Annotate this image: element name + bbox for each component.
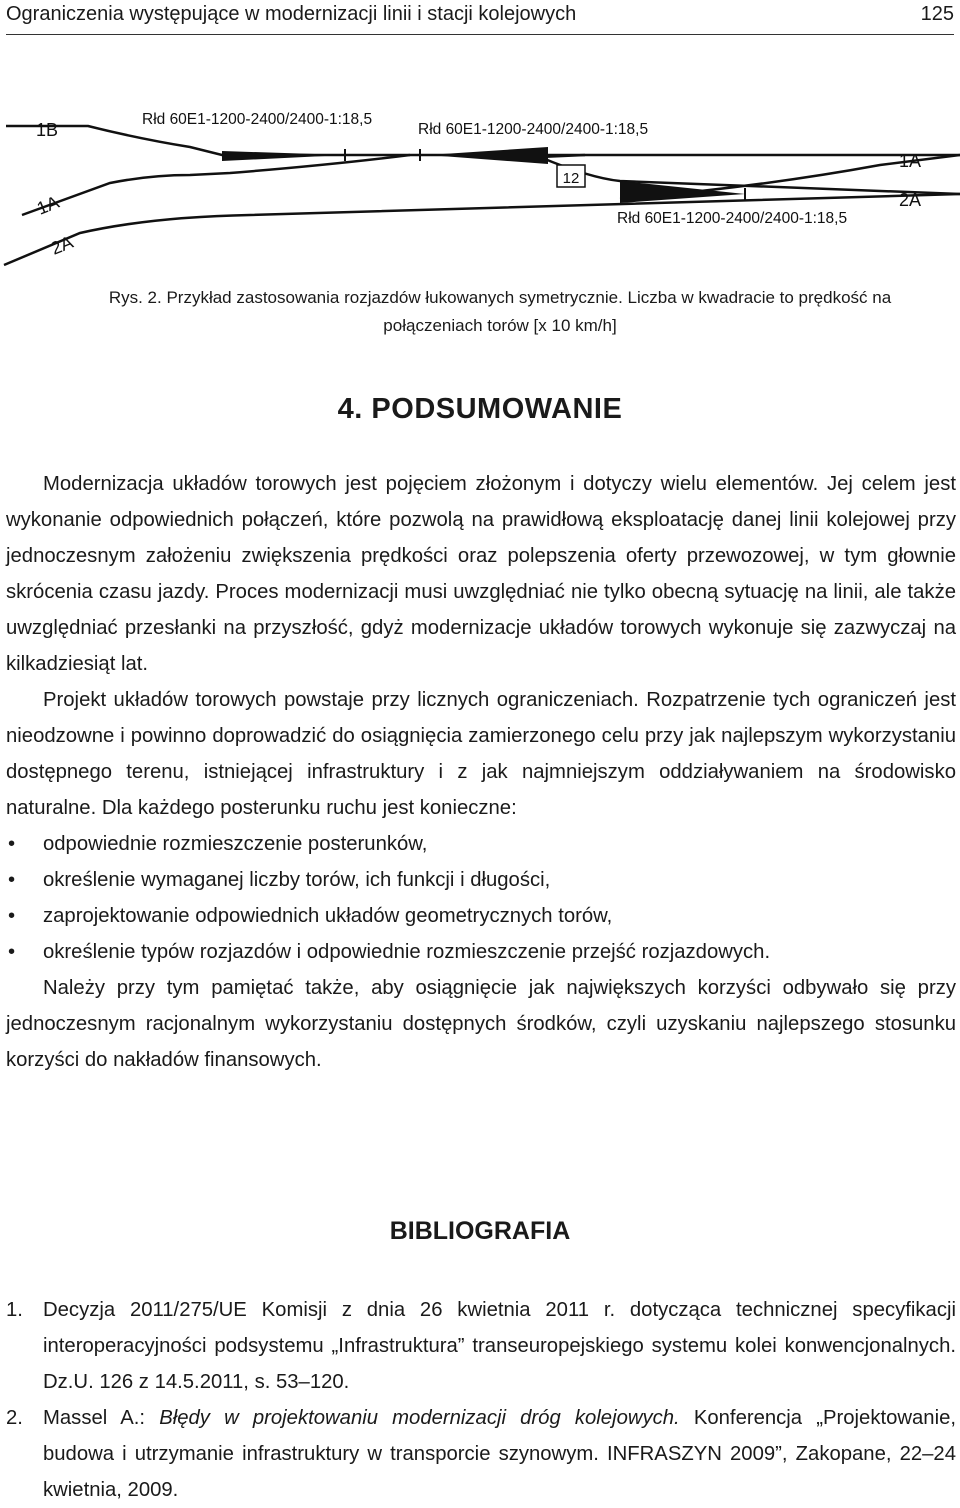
reference-text: Decyzja 2011/275/UE Komisji z dnia 26 kwietnia 2011 r. dotycząca technicznej specyfikacji interoperacyjności podsystemu „Infrastruktura” transeuropejskiego systemu kolei konwencjonalnych. Dz.U. 126 z 14.5.2011, s. 53–120. <box>43 1299 956 1393</box>
reference-item <box>6 1400 956 1508</box>
paragraph: Modernizacja układów torowych jest pojęciem złożonym i dotyczy wielu elementów. Jej celem jest wykonanie odpowiednich połączeń, które pozwolą na prawidłową eksploatację danej linii kolejowej przy jednoczesnym założeniu zwiększenia prędkości oraz polepszenia oferty przewozowej, w tym głownie skrócenia czasu jazdy. Proces modernizacji musi uwzględniać nie tylko obecną sytuację na linii, ale także uwzględniać przesłanki na przyszłość, gdyż modernizacje układów torowych wykonuje się zazwyczaj na kilkadziesiąt lat. <box>6 473 956 675</box>
speed-label: 12 <box>562 170 580 187</box>
track-1a-left <box>22 155 410 215</box>
reference-number: 1. <box>6 1299 23 1321</box>
track-diagram <box>0 95 960 275</box>
track-label-1a-left: 1A <box>34 191 62 219</box>
header-title: Ograniczenia występujące w modernizacji linii i stacji kolejowych <box>6 3 577 25</box>
track-label-2a-left: 2A <box>48 231 76 259</box>
running-header <box>6 0 954 35</box>
closing-paragraph: Należy przy tym pamiętać także, aby osiągnięcie jak największych korzyści odbywało się przy jednoczesnym racjonalnym wykorzystaniu dostępnych środków, czyli uzyskaniu najlepszego stosunku korzyści do nakładów finansowych. <box>6 977 956 1071</box>
switch-2-shape <box>428 147 548 164</box>
list-item-text: określenie wymaganej liczby torów, ich funkcji i długości, <box>43 869 551 891</box>
reference-item <box>6 1292 956 1400</box>
list-item-text: określenie typów rozjazdów i odpowiednie rozmieszczenie przejść rozjazdowych. <box>43 941 771 963</box>
list-item: • określenie typów rozjazdów i odpowiednie rozmieszczenie przejść rozjazdowych. <box>8 941 771 963</box>
reference-author: Massel A.: <box>43 1407 160 1429</box>
reference-rest: Konferencja „Projektowanie, budowa i utrzymanie infrastruktury w transporcie szynowym. INFRASZYN 2009”, Zakopane, 22–24 kwietnia, 2009. <box>43 1407 957 1501</box>
caption-line-2: połączeniach torów [x 10 km/h] <box>383 316 617 335</box>
bibliography-heading: BIBLIOGRAFIA <box>389 1217 571 1245</box>
list-item-text: odpowiednie rozmieszczenie posterunków, <box>43 833 428 855</box>
bibliography-list <box>6 1292 956 1508</box>
section-body <box>6 466 956 1078</box>
paragraph: Projekt układów torowych powstaje przy licznych ograniczeniach. Rozpatrzenie tych ograniczeń jest nieodzowne i powinno doprowadzić do osiągnięcia zamierzonego celu przy jak najlepszym wykorzystaniu dostępnego terenu, istniejącej infrastruktury i z jak najmniejszym oddziaływaniem na środowisko naturalne. Dla każdego posterunku ruchu jest konieczne: <box>6 689 956 819</box>
caption-line-1: Rys. 2. Przykład zastosowania rozjazdów łukowanych symetrycznie. Liczba w kwadracie to prędkość na <box>108 288 892 307</box>
list-item: • zaprojektowanie odpowiednich układów geometrycznych torów, <box>8 905 613 927</box>
figure-caption <box>60 284 940 340</box>
section-heading: 4. PODSUMOWANIE <box>337 393 623 425</box>
switch-label-2: Rłd 60E1-1200-2400/2400-1:18,5 <box>418 121 649 138</box>
track-label-2a-right: 2A <box>899 190 922 210</box>
switch-label-3: Rłd 60E1-1200-2400/2400-1:18,5 <box>617 210 848 227</box>
list-item-text: zaprojektowanie odpowiednich układów geometrycznych torów, <box>43 905 613 927</box>
track-2a-left <box>4 191 960 265</box>
reference-number: 2. <box>6 1407 23 1429</box>
page-number: 125 <box>920 3 954 25</box>
track-layout-figure <box>0 95 960 275</box>
list-item: • odpowiednie rozmieszczenie posterunków, <box>8 833 428 855</box>
switch-label-1: Rłd 60E1-1200-2400/2400-1:18,5 <box>142 111 373 128</box>
track-label-1a-right: 1A <box>899 151 922 171</box>
requirements-list <box>6 826 956 970</box>
track-label-1b: 1B <box>36 120 59 140</box>
list-item: • określenie wymaganej liczby torów, ich funkcji i długości, <box>8 869 551 891</box>
reference-title: Błędy w projektowaniu modernizacji dróg kolejowych. <box>159 1407 680 1429</box>
